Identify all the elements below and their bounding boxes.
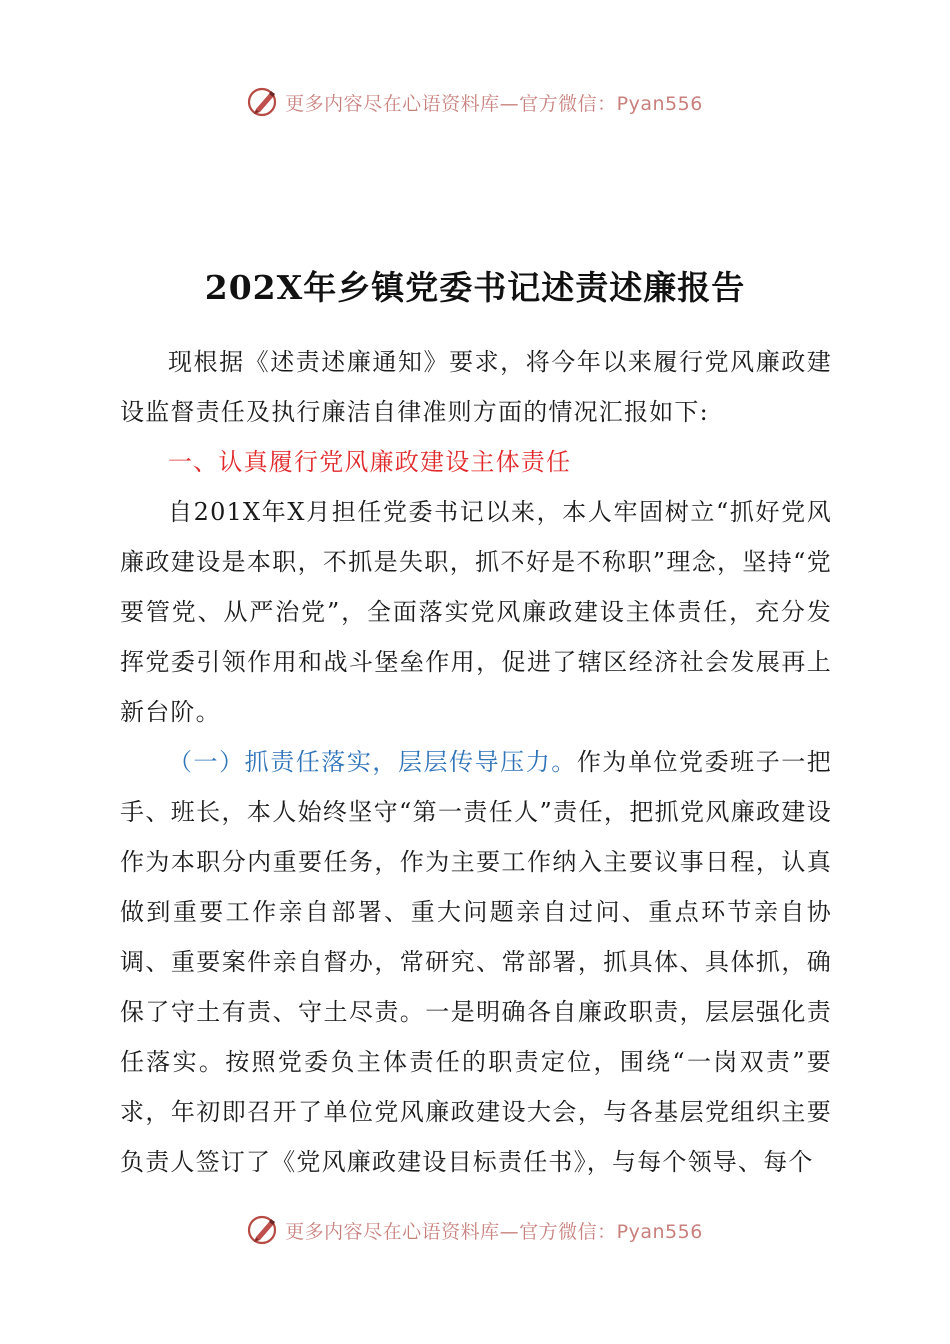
pen-logo-icon — [247, 85, 281, 119]
document-body — [120, 337, 832, 1187]
subsection-text: 作为单位党委班子一把手、班长，本人始终坚守“第一责任人”责任，把抓党风廉政建设作为本职分内重要任务，作为主要工作纳入主要议事日程，认真做到重要工作亲自部署、重大问题亲自过问、重点环节亲自协调、重要案件亲自督办，常研究、常部署，抓具体、具体抓，确保了守土有责、守土尽责。一是明确各自廉政职责，层层强化责任落实。按照党委负主体责任的职责定位，围绕“一岗双责”要求，年初即召开了单位党风廉政建设大会，与各基层党组织主要负责人签订了《党风廉政建设目标责任书》，与每个领导、每个 — [120, 748, 833, 1176]
document-title: 202X年乡镇党委书记述责述廉报告 — [204, 268, 746, 307]
intro-paragraph: 现根据《述责述廉通知》要求，将今年以来履行党风廉政建设监督责任及执行廉洁自律准则方面的情况汇报如下: — [120, 348, 832, 426]
pen-logo-icon — [247, 1213, 281, 1247]
watermark-banner-bottom — [0, 1210, 950, 1250]
section-paragraph: 自201X年X月担任党委书记以来，本人牢固树立“抓好党风廉政建设是本职，不抓是失职，抓不好是不称职”理念，坚持“党要管党、从严治党”，全面落实党风廉政建设主体责任，充分发挥党委引领作用和战斗堡垒作用，促进了辖区经济社会发展再上新台阶。 — [120, 498, 832, 726]
section-heading: 一、认真履行党风廉政建设主体责任 — [168, 448, 572, 476]
subsection-paragraph — [120, 737, 832, 1187]
watermark-banner-top — [0, 82, 950, 122]
subsection-heading: （一）抓责任落实，层层传导压力。 — [168, 748, 577, 776]
watermark-text: 更多内容尽在心语资料库—官方微信：Pyan556 — [285, 1220, 703, 1243]
watermark-text: 更多内容尽在心语资料库—官方微信：Pyan556 — [285, 92, 703, 115]
